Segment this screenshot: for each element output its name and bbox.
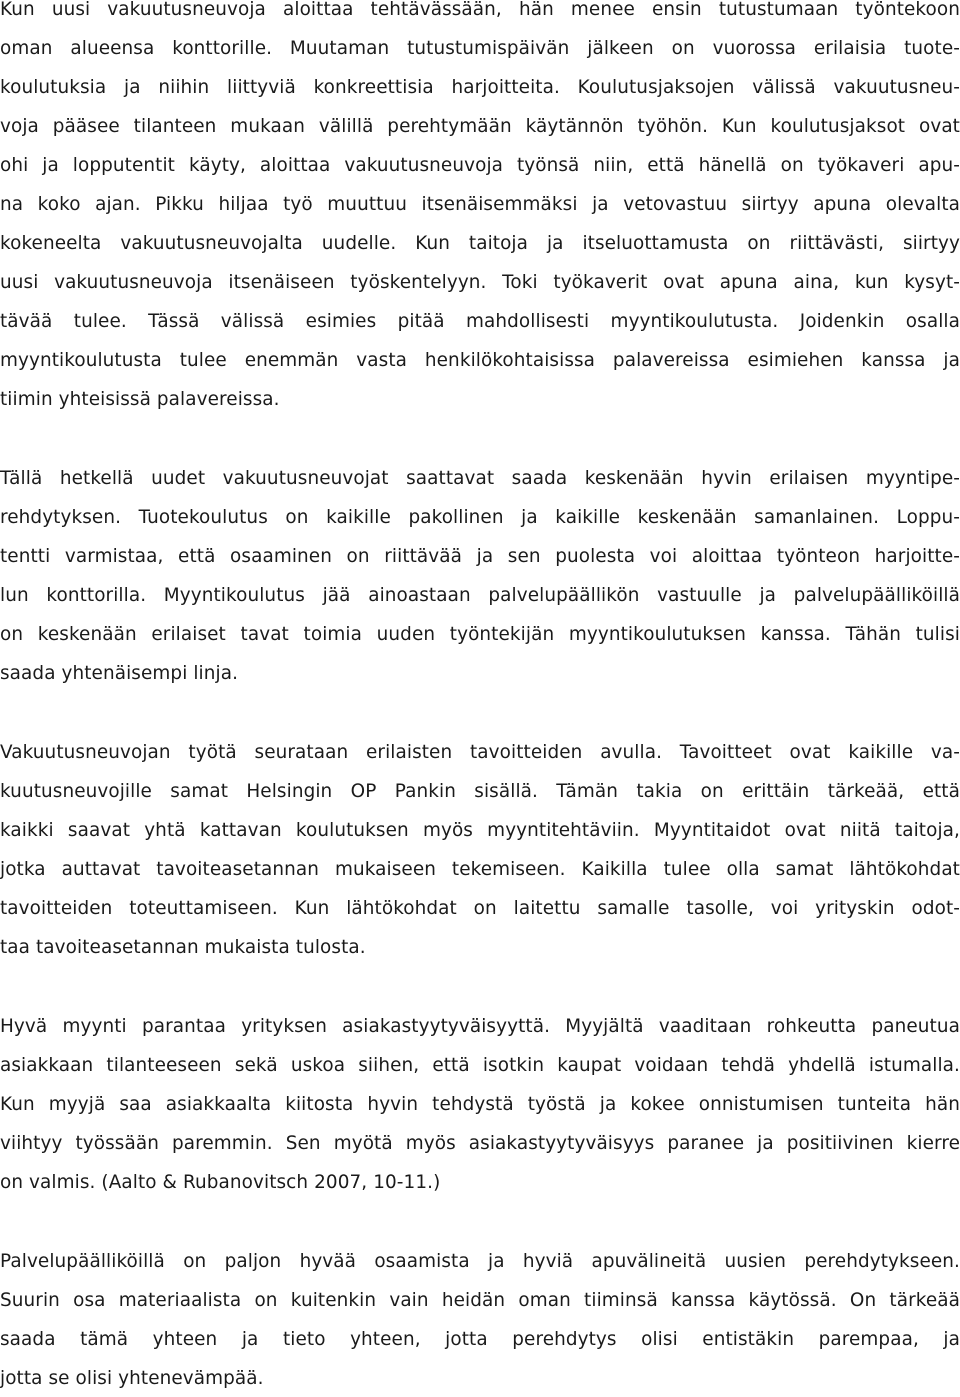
p3-line-1: Vakuutusneuvojan työtä seurataan erilaisten tavoitteiden avulla. Tavoitteet ovat kaikille va- xyxy=(0,742,960,763)
p4-line-3: Kun myyjä saa asiakkaalta kiitosta hyvin tehdystä työstä ja kokee onnistumisen tunteita hän xyxy=(0,1094,960,1115)
p1-line-11: tiimin yhteisissä palavereissa. xyxy=(0,389,280,410)
p4-line-5: on valmis. (Aalto & Rubanovitsch 2007, 10-11.) xyxy=(0,1172,441,1193)
p3-line-6: taa tavoiteasetannan mukaista tulosta. xyxy=(0,937,366,958)
p1-line-4: voja pääsee tilanteen mukaan välillä perehtymään käytännön työhön. Kun koulutusjaksot ovat xyxy=(0,116,960,137)
p2-line-5: on keskenään erilaiset tavat toimia uuden työntekijän myyntikoulutuksen kanssa. Tähän tulisi xyxy=(0,624,960,645)
p3-line-3: kaikki saavat yhtä kattavan koulutuksen myös myyntitehtäviin. Myyntitaidot ovat niitä taitoja, xyxy=(0,820,960,841)
p5-line-4: jotta se olisi yhtenevämpää. xyxy=(0,1368,264,1389)
p1-line-9: tävää tulee. Tässä välissä esimies pitää mahdollisesti myyntikoulutusta. Joidenkin osalla xyxy=(0,311,960,332)
p2-line-1: Tällä hetkellä uudet vakuutusneuvojat saattavat saada keskenään hyvin erilaisen myyntipe- xyxy=(0,468,960,489)
p4-line-2: asiakkaan tilanteeseen sekä uskoa siihen, että isotkin kaupat voidaan tehdä yhdellä istumalla. xyxy=(0,1055,960,1076)
p2-line-4: lun konttorilla. Myyntikoulutus jää ainoastaan palvelupäällikön vastuulle ja palvelupäälliköillä xyxy=(0,585,960,606)
p5-line-1: Palvelupäälliköillä on paljon hyvää osaamista ja hyviä apuvälineitä uusien perehdytykseen. xyxy=(0,1251,960,1272)
p1-line-2: oman alueensa konttorille. Muutaman tutustumispäivän jälkeen on vuorossa erilaisia tuote- xyxy=(0,38,960,59)
p4-line-4: viihtyy työssään paremmin. Sen myötä myös asiakastyytyväisyys paranee ja positiivinen kierre xyxy=(0,1133,960,1154)
p3-line-5: tavoitteiden toteuttamiseen. Kun lähtökohdat on laitettu samalle tasolle, voi yrityskin odot- xyxy=(0,898,960,919)
p2-line-3: tentti varmistaa, että osaaminen on riittävää ja sen puolesta voi aloittaa työnteon harjoitte- xyxy=(0,546,960,567)
p1-line-7: kokeneelta vakuutusneuvojalta uudelle. Kun taitoja ja itseluottamusta on riittävästi, siirtyy xyxy=(0,233,960,254)
p1-line-5: ohi ja lopputentit käyty, aloittaa vakuutusneuvoja työnsä niin, että hänellä on työkaveri apu- xyxy=(0,155,960,176)
p2-line-2: rehdytyksen. Tuotekoulutus on kaikille pakollinen ja kaikille keskenään samanlainen. Loppu- xyxy=(0,507,960,528)
p1-line-1: Kun uusi vakuutusneuvoja aloittaa tehtävässään, hän menee ensin tutustumaan työntekoon xyxy=(0,0,960,20)
p4-line-1: Hyvä myynti parantaa yrityksen asiakastyytyväisyyttä. Myyjältä vaaditaan rohkeutta paneutua xyxy=(0,1016,960,1037)
p5-line-3: saada tämä yhteen ja tieto yhteen, jotta perehdytys olisi entistäkin parempaa, ja xyxy=(0,1329,960,1350)
p3-line-2: kuutusneuvojille samat Helsingin OP Pankin sisällä. Tämän takia on erittäin tärkeää, että xyxy=(0,781,960,802)
p1-line-8: uusi vakuutusneuvoja itsenäiseen työskentelyyn. Toki työkaverit ovat apuna aina, kun kysyt- xyxy=(0,272,960,293)
p2-line-6: saada yhtenäisempi linja. xyxy=(0,663,239,684)
p3-line-4: jotka auttavat tavoiteasetannan mukaiseen tekemiseen. Kaikilla tulee olla samat lähtökohdat xyxy=(0,859,960,880)
p1-line-3: koulutuksia ja niihin liittyviä konkreettisia harjoitteita. Koulutusjaksojen välissä vakuutusneu- xyxy=(0,77,960,98)
p5-line-2: Suurin osa materiaalista on kuitenkin vain heidän oman tiiminsä kanssa käytössä. On tärkeää xyxy=(0,1290,960,1311)
p1-line-6: na koko ajan. Pikku hiljaa työ muuttuu itsenäisemmäksi ja vetovastuu siirtyy apuna olevalta xyxy=(0,194,960,215)
p1-line-10: myyntikoulutusta tulee enemmän vasta henkilökohtaisissa palavereissa esimiehen kanssa ja xyxy=(0,350,960,371)
